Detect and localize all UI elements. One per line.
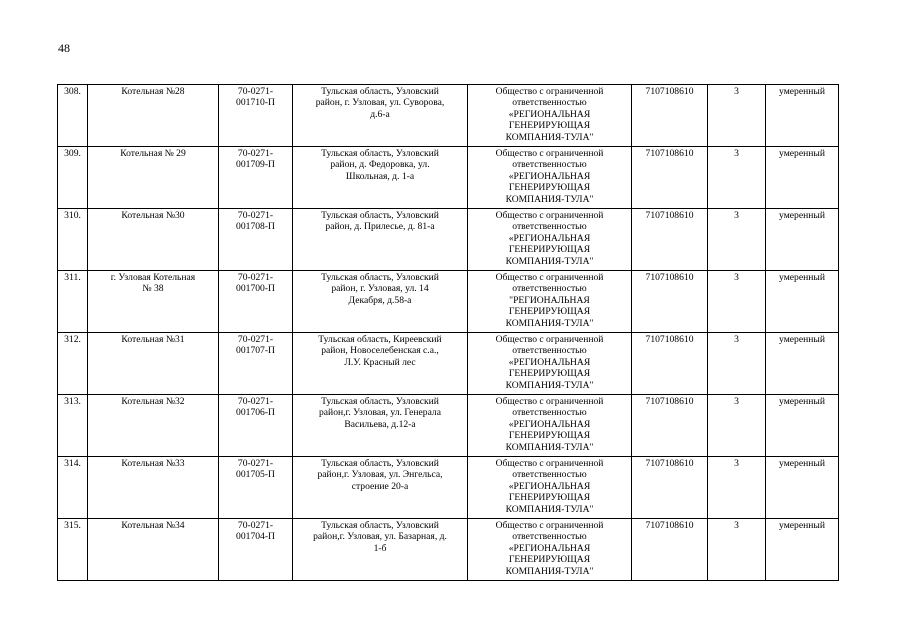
inn-cell: 7107108610 [632, 271, 708, 333]
registration-code-line: 001704-П [236, 531, 275, 543]
address-line: район,г. Узловая, ул. Генерала [319, 407, 441, 419]
address-line: Тульская область, Киреевский [318, 334, 442, 345]
registration-code-line: 001706-П [236, 407, 275, 419]
operator-line: ответственностью [512, 345, 587, 357]
operator-line: КОМПАНИЯ-ТУЛА" [505, 193, 594, 205]
operator-line: Общество с ограниченной [495, 148, 604, 159]
registration-code-cell [219, 519, 293, 581]
registration-code-line: 70-0271- [237, 148, 274, 159]
hazard-class-cell: 3 [708, 395, 766, 457]
facility-name-cell [88, 209, 219, 271]
facility-name-line: Котельная №30 [121, 210, 185, 221]
operator-line: ответственностью [512, 283, 587, 295]
address-line: Декабря, д.58-а [348, 294, 412, 306]
hazard-class-cell: 3 [708, 271, 766, 333]
operator-cell [468, 519, 632, 581]
hazard-level-cell: умеренный [766, 209, 839, 271]
facility-name-line: Котельная №31 [121, 334, 185, 345]
operator-line: ответственностью [512, 407, 587, 419]
hazard-level-cell: умеренный [766, 333, 839, 395]
address-cell [293, 519, 468, 581]
operator-line: КОМПАНИЯ-ТУЛА" [505, 131, 594, 143]
operator-line: Общество с ограниченной [495, 458, 604, 469]
address-line: район, г. Узловая, ул. Суворова, [315, 97, 445, 109]
address-line: Л.У. Красный лес [344, 356, 416, 368]
operator-line: ГЕНЕРИРУЮЩАЯ [508, 120, 591, 132]
operator-line: Общество с ограниченной [495, 520, 604, 531]
registration-code-cell [219, 85, 293, 147]
operator-line: «РЕГИОНАЛЬНАЯ [508, 480, 591, 492]
address-line: Тульская область, Узловский [321, 458, 439, 469]
registration-code-cell [219, 457, 293, 519]
operator-line: «РЕГИОНАЛЬНАЯ [508, 418, 591, 430]
operator-line: «РЕГИОНАЛЬНАЯ [508, 170, 591, 182]
hazard-level-cell: умеренный [766, 395, 839, 457]
address-line: Тульская область, Узловский [321, 520, 439, 531]
table-row [58, 85, 839, 147]
operator-line: Общество с ограниченной [495, 334, 604, 345]
operator-line: ГЕНЕРИРУЮЩАЯ [508, 554, 591, 566]
table-row [58, 209, 839, 271]
operator-line: ответственностью [512, 531, 587, 543]
row-number-cell: 308. [58, 85, 88, 147]
address-cell [293, 85, 468, 147]
address-line: Тульская область, Узловский [321, 272, 439, 283]
inn-cell: 7107108610 [632, 457, 708, 519]
page-number: 48 [58, 41, 70, 55]
registration-code-line: 70-0271- [237, 272, 274, 283]
operator-line: Общество с ограниченной [495, 86, 604, 97]
operator-line: ГЕНЕРИРУЮЩАЯ [508, 306, 591, 318]
registration-code-cell [219, 271, 293, 333]
operator-line: ответственностью [512, 159, 587, 171]
hazard-class-cell: 3 [708, 333, 766, 395]
facility-name-cell [88, 333, 219, 395]
operator-line: «РЕГИОНАЛЬНАЯ [508, 542, 591, 554]
address-line: район,г. Узловая, ул. Базарная, д. [313, 531, 447, 543]
operator-line: ГЕНЕРИРУЮЩАЯ [508, 244, 591, 256]
hazard-class-cell: 3 [708, 457, 766, 519]
operator-line: ответственностью [512, 97, 587, 109]
registration-code-line: 001707-П [236, 345, 275, 357]
inn-cell: 7107108610 [632, 85, 708, 147]
operator-cell [468, 457, 632, 519]
hazard-level-cell: умеренный [766, 147, 839, 209]
registration-code-cell [219, 209, 293, 271]
table-row [58, 271, 839, 333]
registry-table [57, 84, 839, 581]
operator-line: Общество с ограниченной [495, 396, 604, 407]
operator-line: ГЕНЕРИРУЮЩАЯ [508, 182, 591, 194]
address-line: район, д. Федоровка, ул. [330, 159, 430, 171]
registration-code-line: 70-0271- [237, 334, 274, 345]
row-number-cell: 312. [58, 333, 88, 395]
operator-line: ГЕНЕРИРУЮЩАЯ [508, 492, 591, 504]
registration-code-line: 001700-П [236, 283, 275, 295]
table-row [58, 519, 839, 581]
operator-cell [468, 333, 632, 395]
address-cell [293, 457, 468, 519]
operator-line: КОМПАНИЯ-ТУЛА" [505, 255, 594, 267]
hazard-class-cell: 3 [708, 85, 766, 147]
operator-line: КОМПАНИЯ-ТУЛА" [505, 317, 594, 329]
operator-line: КОМПАНИЯ-ТУЛА" [505, 441, 594, 453]
address-line: 1-б [373, 542, 387, 554]
registration-code-line: 001710-П [236, 97, 275, 109]
operator-line: «РЕГИОНАЛЬНАЯ [508, 356, 591, 368]
row-number-cell: 315. [58, 519, 88, 581]
registration-code-line: 70-0271- [237, 396, 274, 407]
row-number-cell: 309. [58, 147, 88, 209]
registration-code-line: 70-0271- [237, 86, 274, 97]
address-cell [293, 333, 468, 395]
address-line: строение 20-а [351, 480, 409, 492]
facility-name-line: № 38 [142, 283, 164, 295]
facility-name-line: Котельная № 29 [120, 148, 186, 159]
facility-name-cell [88, 457, 219, 519]
registration-code-line: 001705-П [236, 469, 275, 481]
operator-cell [468, 85, 632, 147]
operator-cell [468, 395, 632, 457]
registry-body [58, 85, 839, 581]
address-line: Васильева, д.12-а [344, 418, 416, 430]
inn-cell: 7107108610 [632, 333, 708, 395]
operator-line: КОМПАНИЯ-ТУЛА" [505, 503, 594, 515]
facility-name-cell [88, 271, 219, 333]
inn-cell: 7107108610 [632, 147, 708, 209]
row-number-cell: 314. [58, 457, 88, 519]
row-number-cell: 313. [58, 395, 88, 457]
operator-line: ГЕНЕРИРУЮЩАЯ [508, 430, 591, 442]
facility-name-cell [88, 519, 219, 581]
facility-name-line: Котельная №32 [121, 396, 185, 407]
registration-code-cell [219, 147, 293, 209]
operator-line: Общество с ограниченной [495, 210, 604, 221]
operator-line: "РЕГИОНАЛЬНАЯ [509, 294, 590, 306]
hazard-class-cell: 3 [708, 209, 766, 271]
facility-name-cell [88, 85, 219, 147]
table-row [58, 333, 839, 395]
hazard-level-cell: умеренный [766, 519, 839, 581]
operator-line: ГЕНЕРИРУЮЩАЯ [508, 368, 591, 380]
inn-cell: 7107108610 [632, 395, 708, 457]
operator-cell [468, 209, 632, 271]
hazard-class-cell: 3 [708, 147, 766, 209]
operator-line: «РЕГИОНАЛЬНАЯ [508, 108, 591, 120]
registration-code-line: 001708-П [236, 221, 275, 233]
registration-code-line: 70-0271- [237, 520, 274, 531]
registration-code-cell [219, 395, 293, 457]
address-line: Тульская область, Узловский [321, 86, 439, 97]
address-cell [293, 271, 468, 333]
address-line: район,г. Узловая, ул. Энгельса, [317, 469, 443, 481]
registration-code-line: 70-0271- [237, 458, 274, 469]
inn-cell: 7107108610 [632, 519, 708, 581]
hazard-level-cell: умеренный [766, 457, 839, 519]
address-line: район, г. Узловая, ул. 14 [331, 283, 429, 295]
operator-line: КОМПАНИЯ-ТУЛА" [505, 379, 594, 391]
registration-code-line: 001709-П [236, 159, 275, 171]
operator-cell [468, 147, 632, 209]
row-number-cell: 310. [58, 209, 88, 271]
table-row [58, 457, 839, 519]
address-line: район, д. Прилесье, д. 81-а [325, 221, 435, 233]
facility-name-cell [88, 395, 219, 457]
row-number-cell: 311. [58, 271, 88, 333]
hazard-level-cell: умеренный [766, 85, 839, 147]
address-line: Тульская область, Узловский [321, 210, 439, 221]
operator-line: КОМПАНИЯ-ТУЛА" [505, 565, 594, 577]
address-line: Тульская область, Узловский [321, 396, 439, 407]
address-cell [293, 147, 468, 209]
address-line: Школьная, д. 1-а [345, 170, 415, 182]
address-line: район, Новоселебенская с.а., [321, 345, 439, 357]
operator-line: Общество с ограниченной [495, 272, 604, 283]
table-row [58, 147, 839, 209]
operator-cell [468, 271, 632, 333]
facility-name-cell [88, 147, 219, 209]
registration-code-cell [219, 333, 293, 395]
operator-line: ответственностью [512, 469, 587, 481]
address-line: д.6-а [370, 108, 390, 120]
registration-code-line: 70-0271- [237, 210, 274, 221]
facility-name-line: Котельная №34 [121, 520, 185, 531]
hazard-level-cell: умеренный [766, 271, 839, 333]
inn-cell: 7107108610 [632, 209, 708, 271]
address-cell [293, 395, 468, 457]
facility-name-line: Котельная №28 [121, 86, 185, 97]
table-row [58, 395, 839, 457]
address-cell [293, 209, 468, 271]
operator-line: ответственностью [512, 221, 587, 233]
facility-name-line: г. Узловая Котельная [110, 272, 196, 283]
address-line: Тульская область, Узловский [321, 148, 439, 159]
hazard-class-cell: 3 [708, 519, 766, 581]
facility-name-line: Котельная №33 [121, 458, 185, 469]
operator-line: «РЕГИОНАЛЬНАЯ [508, 232, 591, 244]
